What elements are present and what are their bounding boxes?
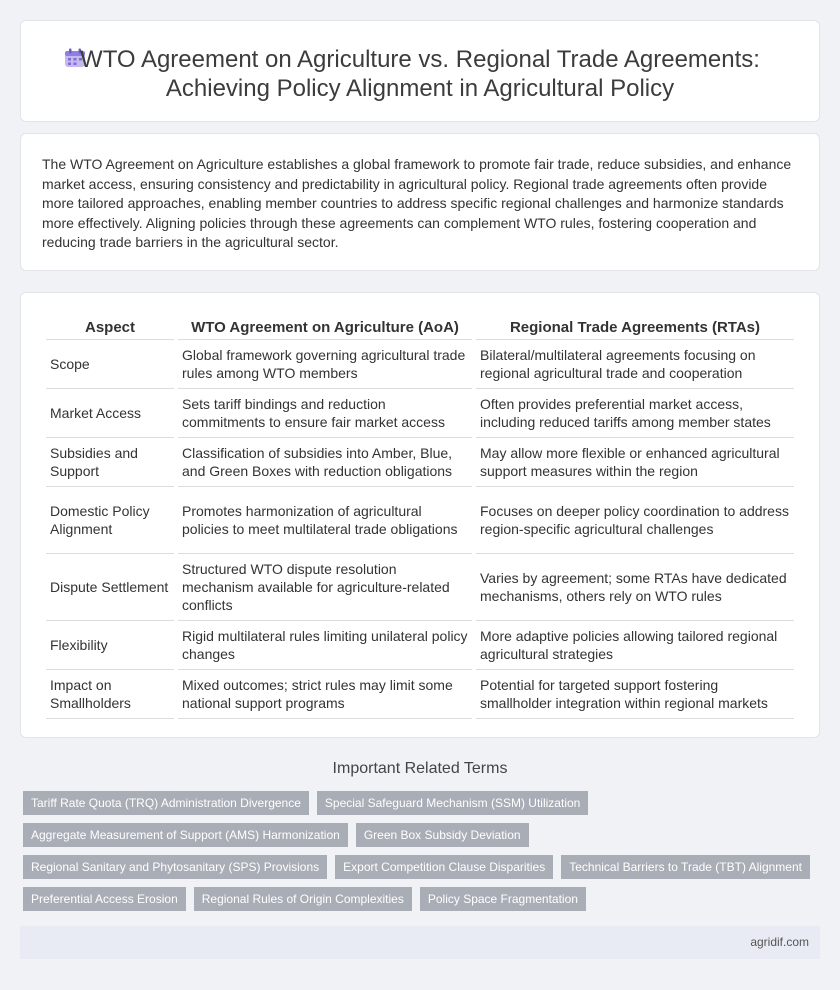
term-tag[interactable]: Regional Rules of Origin Complexities [194,887,412,911]
cell-aspect: Impact on Smallholders [46,670,174,719]
page-title: WTO Agreement on Agriculture vs. Regional Trade Agreements: Achieving Policy Alignment in Agricultural Policy [80,46,760,102]
title-card [20,20,820,122]
term-tag[interactable]: Policy Space Fragmentation [420,887,586,911]
term-tag[interactable]: Technical Barriers to Trade (TBT) Alignment [561,855,810,879]
term-row [23,887,823,911]
table-row [46,670,794,719]
cell-aoa: Mixed outcomes; strict rules may limit some national support programs [178,670,472,719]
footer-site-link[interactable]: agridif.com [750,935,809,949]
cell-rta: May allow more flexible or enhanced agricultural support measures within the region [476,438,794,487]
table-row [46,340,794,389]
cell-rta: Focuses on deeper policy coordination to address region-specific agricultural challenges [476,487,794,554]
term-row [23,855,823,879]
footer [20,926,820,959]
term-tag[interactable]: Preferential Access Erosion [23,887,186,911]
cell-aspect: Subsidies and Support [46,438,174,487]
cell-rta: Potential for targeted support fostering smallholder integration within regional markets [476,670,794,719]
table-row [46,621,794,670]
cell-rta: More adaptive policies allowing tailored regional agricultural strategies [476,621,794,670]
cell-rta: Bilateral/multilateral agreements focusing on regional agricultural trade and cooperation [476,340,794,389]
term-row [23,823,823,847]
cell-aoa: Global framework governing agricultural trade rules among WTO members [178,340,472,389]
term-tag[interactable]: Tariff Rate Quota (TRQ) Administration Divergence [23,791,309,815]
cell-aspect: Scope [46,340,174,389]
term-tag[interactable]: Regional Sanitary and Phytosanitary (SPS) Provisions [23,855,327,879]
header-rtas: Regional Trade Agreements (RTAs) [476,315,794,340]
table-row [46,487,794,554]
intro-paragraph: The WTO Agreement on Agriculture establishes a global framework to promote fair trade, reduce subsidies, and enhance market access, ensuring consistency and predictability in agricultural policy. Regional trade agreements often provide more tailored approaches, enabling member countries to address specific regional challenges and harmonize standards more effectively. Aligning policies through these agreements can complement WTO rules, fostering cooperation and reducing trade barriers in the agricultural sector. [42,156,792,251]
cell-aoa: Rigid multilateral rules limiting unilateral policy changes [178,621,472,670]
cell-aoa: Sets tariff bindings and reduction commitments to ensure fair market access [178,389,472,438]
cell-aspect: Dispute Settlement [46,554,174,621]
cell-aoa: Structured WTO dispute resolution mechanism available for agriculture-related conflicts [178,554,472,621]
header-aspect: Aspect [46,315,174,340]
term-row [23,791,823,815]
comparison-table [42,315,798,719]
cell-aoa: Classification of subsidies into Amber, Blue, and Green Boxes with reduction obligations [178,438,472,487]
table-row [46,389,794,438]
term-tag[interactable]: Export Competition Clause Disparities [335,855,553,879]
cell-aspect: Flexibility [46,621,174,670]
cell-aoa: Promotes harmonization of agricultural policies to meet multilateral trade obligations [178,487,472,554]
cell-rta: Varies by agreement; some RTAs have dedicated mechanisms, others rely on WTO rules [476,554,794,621]
comparison-card [20,292,820,738]
table-header-row [46,315,794,340]
table-row [46,438,794,487]
term-tag[interactable]: Special Safeguard Mechanism (SSM) Utilization [317,791,588,815]
term-tag[interactable]: Green Box Subsidy Deviation [356,823,529,847]
related-terms-title: Important Related Terms [332,760,508,777]
related-terms-list [23,791,823,919]
cell-aspect: Market Access [46,389,174,438]
table-row [46,554,794,621]
cell-rta: Often provides preferential market access, including reduced tariffs among member states [476,389,794,438]
intro-card [20,133,820,271]
header-aoa: WTO Agreement on Agriculture (AoA) [178,315,472,340]
term-tag[interactable]: Aggregate Measurement of Support (AMS) Harmonization [23,823,348,847]
cell-aspect: Domestic Policy Alignment [46,487,174,554]
